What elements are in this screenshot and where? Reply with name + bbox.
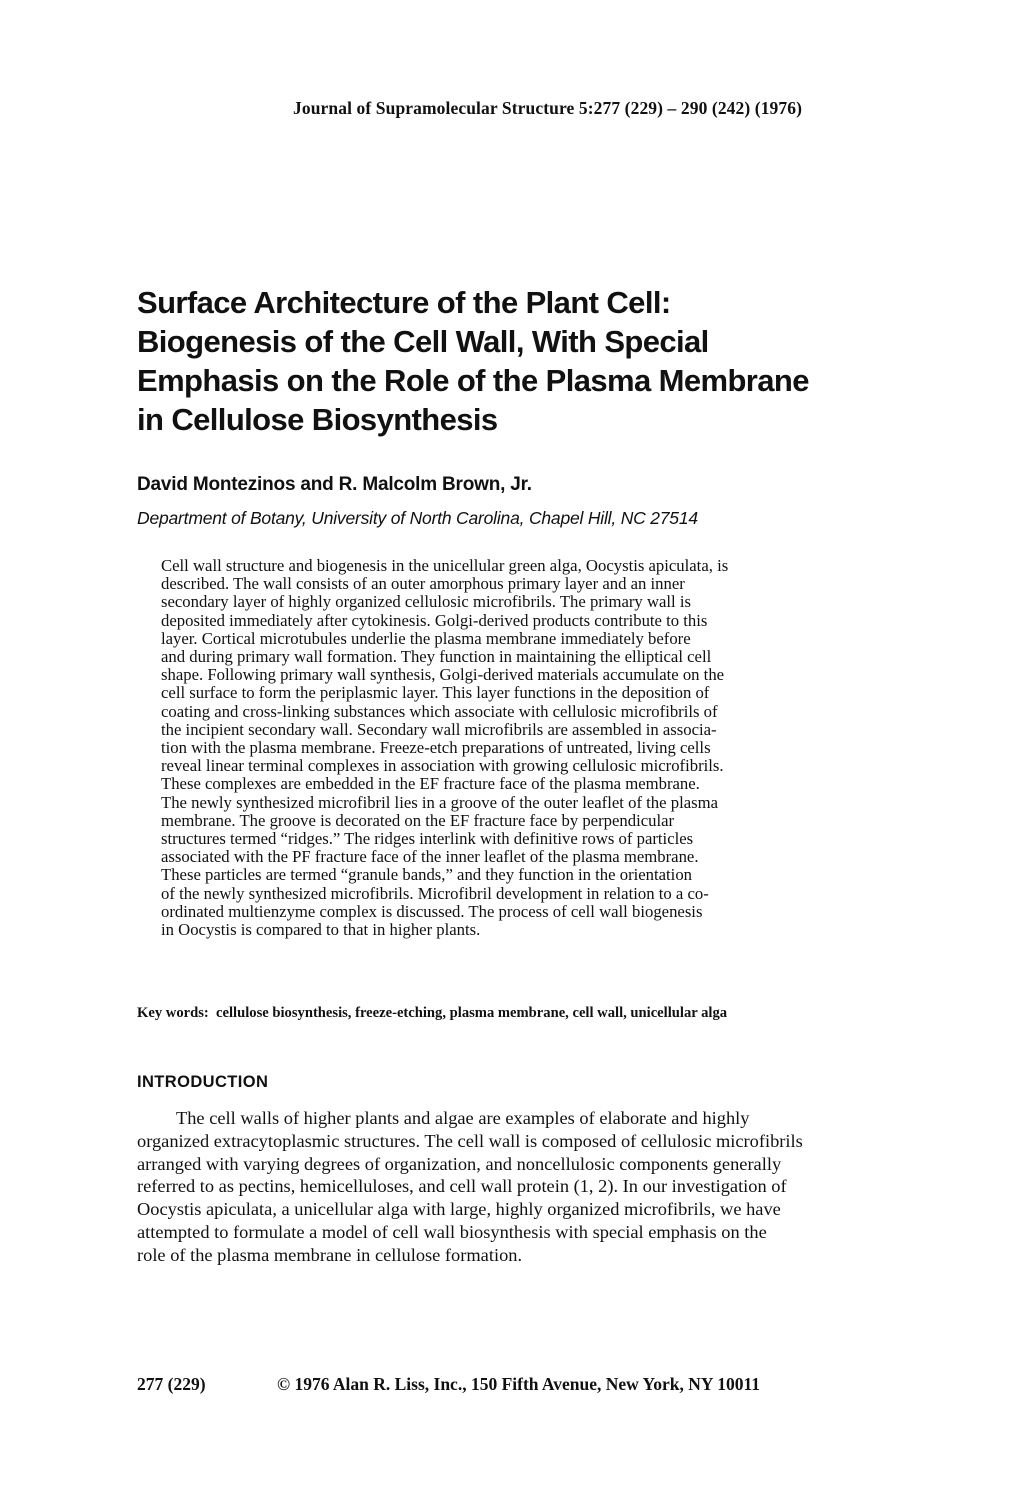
intro-line: attempted to formulate a model of cell wall biosynthesis with special emphasis on the bbox=[137, 1221, 767, 1242]
abstract-line: These complexes are embedded in the EF fracture face of the plasma membrane. bbox=[161, 774, 700, 794]
abstract-line: cell surface to form the periplasmic layer. This layer functions in the deposition of bbox=[161, 683, 710, 703]
keywords bbox=[137, 1005, 727, 1022]
title-line: Surface Architecture of the Plant Cell: bbox=[137, 285, 671, 320]
introduction-body bbox=[137, 1107, 897, 1267]
abstract-line: described. The wall consists of an outer amorphous primary layer and an inner bbox=[161, 574, 685, 594]
abstract-line: ordinated multienzyme complex is discussed. The process of cell wall biogenesis bbox=[161, 901, 703, 921]
footer-copyright: © 1976 Alan R. Liss, Inc., 150 Fifth Avenue, New York, NY 10011 bbox=[277, 1374, 761, 1394]
abstract-line: and during primary wall formation. They function in maintaining the elliptical cell bbox=[161, 647, 712, 667]
abstract-line: secondary layer of highly organized cellulosic microfibrils. The primary wall is bbox=[161, 592, 691, 612]
affiliation: Department of Botany, University of North Carolina, Chapel Hill, NC 27514 bbox=[137, 508, 698, 528]
abstract bbox=[161, 557, 871, 939]
abstract-line: structures termed “ridges.” The ridges interlink with definitive rows of particles bbox=[161, 829, 694, 849]
abstract-line: the incipient secondary wall. Secondary wall microfibrils are assembled in associa- bbox=[161, 719, 717, 739]
footer-page-number: 277 (229) bbox=[137, 1374, 206, 1394]
intro-line: referred to as pectins, hemicelluloses, and cell wall protein (1, 2). In our investigation of bbox=[137, 1176, 787, 1197]
abstract-line: membrane. The groove is decorated on the EF fracture face by perpendicular bbox=[161, 810, 675, 830]
running-head: Journal of Supramolecular Structure 5:277 (229) – 290 (242) (1976) bbox=[293, 98, 803, 118]
intro-line: organized extracytoplasmic structures. The cell wall is composed of cellulosic microfibrils bbox=[137, 1130, 803, 1151]
abstract-line: Cell wall structure and biogenesis in the unicellular green alga, Oocystis apiculata, is bbox=[161, 556, 729, 575]
article-title bbox=[137, 283, 897, 439]
intro-line: The cell walls of higher plants and algae are examples of elaborate and highly bbox=[176, 1108, 750, 1128]
title-line: Emphasis on the Role of the Plasma Membrane bbox=[137, 363, 809, 398]
title-line: Biogenesis of the Cell Wall, With Special bbox=[137, 324, 709, 359]
abstract-line: shape. Following primary wall synthesis, Golgi-derived materials accumulate on the bbox=[161, 665, 725, 685]
abstract-line: coating and cross-linking substances which associate with cellulosic microfibrils of bbox=[161, 701, 718, 721]
abstract-line: associated with the PF fracture face of the inner leaflet of the plasma membrane. bbox=[161, 847, 699, 867]
intro-line: role of the plasma membrane in cellulose formation. bbox=[137, 1244, 523, 1265]
abstract-line: reveal linear terminal complexes in association with growing cellulosic microfibrils. bbox=[161, 756, 724, 776]
intro-line: Oocystis apiculata, a unicellular alga with large, highly organized microfibrils, we have bbox=[137, 1199, 781, 1220]
abstract-line: tion with the plasma membrane. Freeze-etch preparations of untreated, living cells bbox=[161, 738, 711, 758]
section-heading-introduction: INTRODUCTION bbox=[137, 1073, 269, 1091]
keywords-label: Key words: bbox=[137, 1005, 209, 1021]
abstract-line: The newly synthesized microfibril lies in a groove of the outer leaflet of the plasma bbox=[161, 792, 718, 812]
intro-line: arranged with varying degrees of organization, and noncellulosic components generally bbox=[137, 1153, 782, 1174]
title-line: in Cellulose Biosynthesis bbox=[137, 402, 498, 437]
abstract-line: deposited immediately after cytokinesis. Golgi-derived products contribute to this bbox=[161, 610, 708, 630]
keywords-text: cellulose biosynthesis, freeze-etching, plasma membrane, cell wall, unicellular alga bbox=[216, 1005, 728, 1021]
abstract-line: layer. Cortical microtubules underlie the plasma membrane immediately before bbox=[161, 628, 691, 648]
abstract-line: These particles are termed “granule bands,” and they function in the orientation bbox=[161, 865, 693, 885]
authors: David Montezinos and R. Malcolm Brown, Jr. bbox=[137, 474, 532, 495]
abstract-line: of the newly synthesized microfibrils. Microfibril development in relation to a co- bbox=[161, 883, 709, 903]
abstract-line: in Oocystis is compared to that in higher plants. bbox=[161, 920, 481, 940]
